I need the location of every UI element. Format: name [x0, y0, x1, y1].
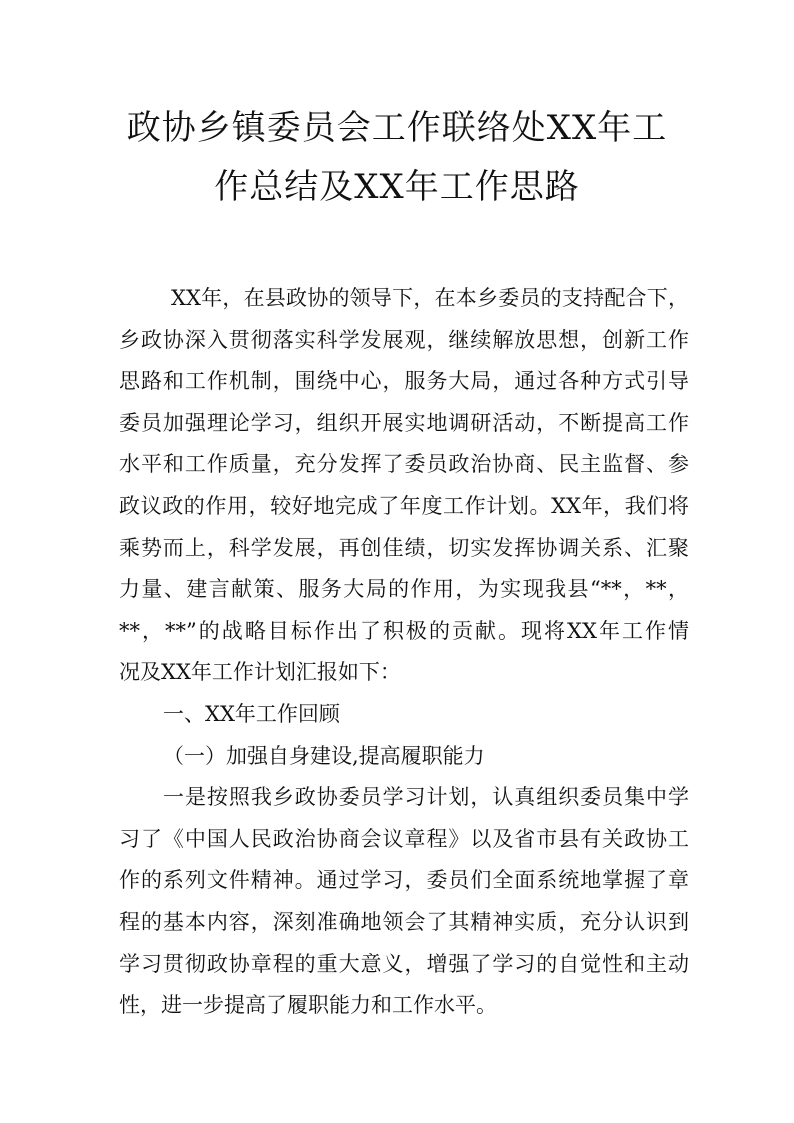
document-body [119, 278, 689, 1027]
paragraph-line: 性，进一步提高了履职能力和工作水平。 [119, 993, 497, 1018]
paragraph-intro [119, 278, 689, 694]
section-heading: 一、XX年工作回顾 [163, 701, 340, 726]
paragraph-line: **，**”的战略目标作出了积极的贡献。现将XX年工作情 [119, 618, 689, 643]
paragraph-study [119, 777, 689, 1027]
paragraph-line: XX年，在县政协的领导下，在本乡委员的支持配合下， [171, 286, 689, 310]
paragraph-line: 况及XX年工作计划汇报如下： [119, 660, 401, 685]
document-title-line-1: 政协乡镇委员会工作联络处XX年工 [126, 108, 668, 148]
document-title-line-2: 作总结及XX年工作思路 [214, 167, 580, 207]
paragraph-line: 政议政的作用，较好地完成了年度工作计划。XX年，我们将 [119, 493, 689, 518]
paragraph-line: 一是按照我乡政协委员学习计划，认真组织委员集中学 [163, 785, 689, 810]
paragraph-line: 思路和工作机制，围绕中心，服务大局，通过各种方式引导 [119, 369, 689, 394]
subsection-heading: （一）加强自身建设,提高履职能力 [163, 743, 485, 768]
paragraph-line: 力量、建言献策、服务大局的作用，为实现我县“**，**， [119, 577, 689, 602]
paragraph-line: 乡政协深入贯彻落实科学发展观，继续解放思想，创新工作 [119, 327, 689, 352]
paragraph-line: 水平和工作质量，充分发挥了委员政治协商、民主监督、参 [119, 452, 689, 477]
paragraph-line: 委员加强理论学习，组织开展实地调研活动，不断提高工作 [119, 410, 689, 435]
paragraph-line: 作的系列文件精神。通过学习，委员们全面系统地掌握了章 [119, 868, 689, 893]
paragraph-line: 学习贯彻政协章程的重大意义，增强了学习的自觉性和主动 [119, 951, 689, 976]
paragraph-line: 程的基本内容，深刻准确地领会了其精神实质，充分认识到 [119, 909, 689, 934]
paragraph-line: 习了《中国人民政治协商会议章程》以及省市县有关政协工 [119, 826, 689, 851]
paragraph-line: 乘势而上，科学发展，再创佳绩，切实发挥协调关系、汇聚 [119, 535, 689, 560]
